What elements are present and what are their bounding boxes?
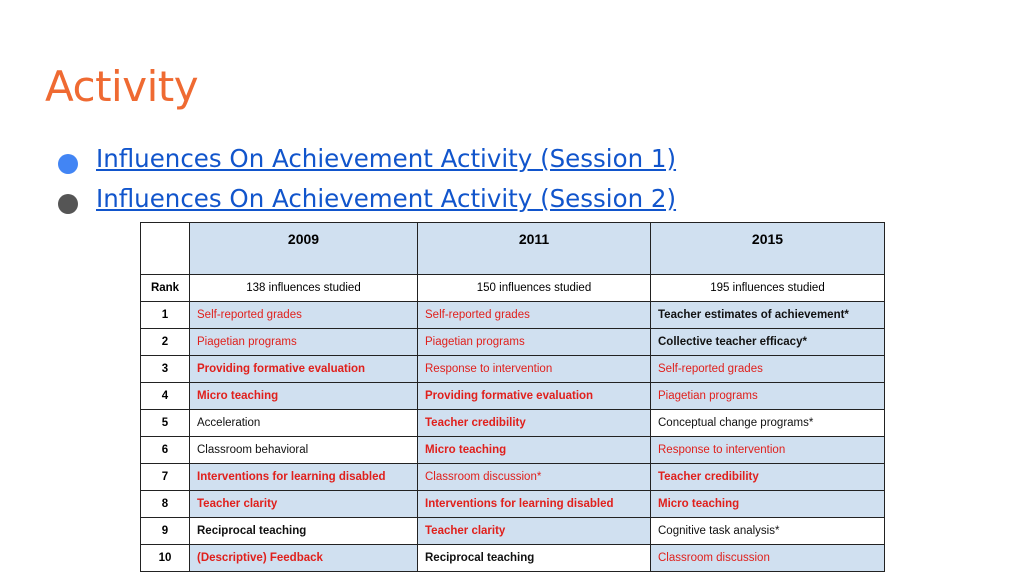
studied-2009: 138 influences studied xyxy=(190,275,418,302)
rank-cell: 10 xyxy=(141,545,190,572)
influence-cell: (Descriptive) Feedback xyxy=(190,545,418,572)
influence-cell: Piagetian programs xyxy=(418,329,651,356)
influence-cell: Classroom behavioral xyxy=(190,437,418,464)
year-header-2011: 2011 xyxy=(418,223,651,275)
influence-cell: Interventions for learning disabled xyxy=(190,464,418,491)
table-row xyxy=(141,410,885,437)
influence-cell: Micro teaching xyxy=(190,383,418,410)
influence-cell: Micro teaching xyxy=(651,491,885,518)
influence-cell: Teacher clarity xyxy=(418,518,651,545)
slide-title: Activity xyxy=(45,62,199,111)
session-2-link[interactable]: Influences On Achievement Activity (Session 2) xyxy=(96,184,677,213)
influence-cell: Interventions for learning disabled xyxy=(418,491,651,518)
influence-cell: Self-reported grades xyxy=(651,356,885,383)
studied-2015: 195 influences studied xyxy=(651,275,885,302)
influence-cell: Reciprocal teaching xyxy=(418,545,651,572)
influence-cell: Teacher credibility xyxy=(418,410,651,437)
influence-cell: Self-reported grades xyxy=(190,302,418,329)
table-row xyxy=(141,329,885,356)
studied-row xyxy=(141,275,885,302)
rank-cell: 5 xyxy=(141,410,190,437)
influence-cell: Collective teacher efficacy* xyxy=(651,329,885,356)
influence-cell: Classroom discussion xyxy=(651,545,885,572)
rank-cell: 1 xyxy=(141,302,190,329)
bullet-icon xyxy=(58,194,78,214)
table-row xyxy=(141,437,885,464)
rank-cell: 2 xyxy=(141,329,190,356)
influence-cell: Classroom discussion* xyxy=(418,464,651,491)
influence-cell: Piagetian programs xyxy=(190,329,418,356)
influence-cell: Acceleration xyxy=(190,410,418,437)
year-header-row xyxy=(141,223,885,275)
influence-cell: Piagetian programs xyxy=(651,383,885,410)
year-header-2015: 2015 xyxy=(651,223,885,275)
influence-cell: Response to intervention xyxy=(418,356,651,383)
rank-header: Rank xyxy=(141,275,190,302)
influence-cell: Reciprocal teaching xyxy=(190,518,418,545)
rank-cell: 7 xyxy=(141,464,190,491)
influence-cell: Micro teaching xyxy=(418,437,651,464)
influence-cell: Response to intervention xyxy=(651,437,885,464)
influence-cell: Self-reported grades xyxy=(418,302,651,329)
rank-cell: 6 xyxy=(141,437,190,464)
rank-cell: 8 xyxy=(141,491,190,518)
rank-cell: 3 xyxy=(141,356,190,383)
bullet-icon xyxy=(58,154,78,174)
influence-cell: Teacher credibility xyxy=(651,464,885,491)
table-row xyxy=(141,464,885,491)
influences-table xyxy=(140,222,885,572)
table-row xyxy=(141,383,885,410)
table-row xyxy=(141,545,885,572)
influence-cell: Providing formative evaluation xyxy=(418,383,651,410)
influence-cell: Cognitive task analysis* xyxy=(651,518,885,545)
influence-cell: Teacher clarity xyxy=(190,491,418,518)
table-row xyxy=(141,356,885,383)
corner-cell xyxy=(141,223,190,275)
rank-cell: 4 xyxy=(141,383,190,410)
year-header-2009: 2009 xyxy=(190,223,418,275)
studied-2011: 150 influences studied xyxy=(418,275,651,302)
session-1-link[interactable]: Influences On Achievement Activity (Session 1) xyxy=(96,144,677,173)
influence-cell: Conceptual change programs* xyxy=(651,410,885,437)
rank-cell: 9 xyxy=(141,518,190,545)
table-row xyxy=(141,302,885,329)
influence-cell: Providing formative evaluation xyxy=(190,356,418,383)
influence-cell: Teacher estimates of achievement* xyxy=(651,302,885,329)
table-row xyxy=(141,518,885,545)
table-row xyxy=(141,491,885,518)
